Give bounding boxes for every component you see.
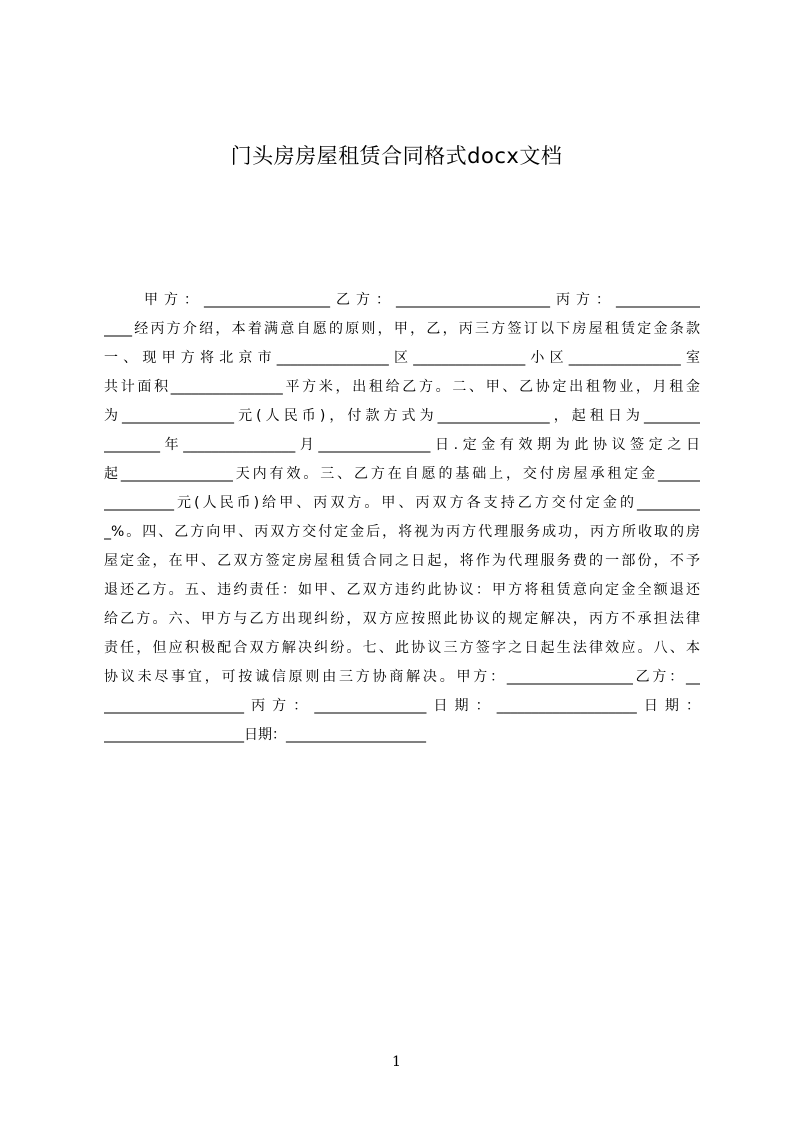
body-line: ____________________丙方：________________日期：____________________日期： xyxy=(104,698,700,714)
page-number: 1 xyxy=(392,1054,401,1070)
body-line: 协议未尽事宜，可按诚信原则由三方协商解决。甲方：__________________乙方：__ xyxy=(104,669,700,685)
body-line: 为________________元(人民币)，付款方式为________________，起租日为________ xyxy=(104,408,700,424)
body-line: 起________________天内有效。三、乙方在自愿的基础上，交付房屋承租定金______ xyxy=(104,466,700,482)
body-line: ____________________日期：____________________ xyxy=(104,727,426,743)
body-line: 屋定金，在甲、乙双方签定房屋租赁合同之日起，将作为代理服务费的一部份，不予 xyxy=(104,553,700,569)
body-line: 共计面积________________平方米，出租给乙方。二、甲、乙协定出租物业，月租金 xyxy=(104,379,700,395)
body-line: ____经丙方介绍，本着满意自愿的原则，甲，乙，丙三方签订以下房屋租赁定金条款 xyxy=(104,321,700,337)
body-line: 一、现甲方将北京市________________区________________小区________________室 xyxy=(104,350,700,366)
contract-body xyxy=(104,286,700,750)
body-line: 责任，但应积极配合双方解决纠纷。七、此协议三方签字之日起生法律效应。八、本 xyxy=(104,640,700,656)
body-line: 给乙方。六、甲方与乙方出现纠纷，双方应按照此协议的规定解决，丙方不承担法律 xyxy=(104,611,700,627)
page-title: 门头房房屋租赁合同格式docx文档 xyxy=(230,144,563,168)
body-line: 退还乙方。五、违约责任：如甲、乙双方违约此协议：甲方将租赁意向定金全额退还 xyxy=(104,582,700,598)
body-line: ________年________________月________________日.定金有效期为此协议签定之日 xyxy=(104,437,700,453)
body-line: 甲方：__________________乙方：______________________丙方：____________ xyxy=(104,292,700,308)
body-line: __________元(人民币)给甲、丙双方。甲、丙双方各支持乙方交付定金的_________ xyxy=(104,495,700,511)
body-line: _%。四、乙方向甲、丙双方交付定金后，将视为丙方代理服务成功，丙方所收取的房 xyxy=(104,524,700,540)
